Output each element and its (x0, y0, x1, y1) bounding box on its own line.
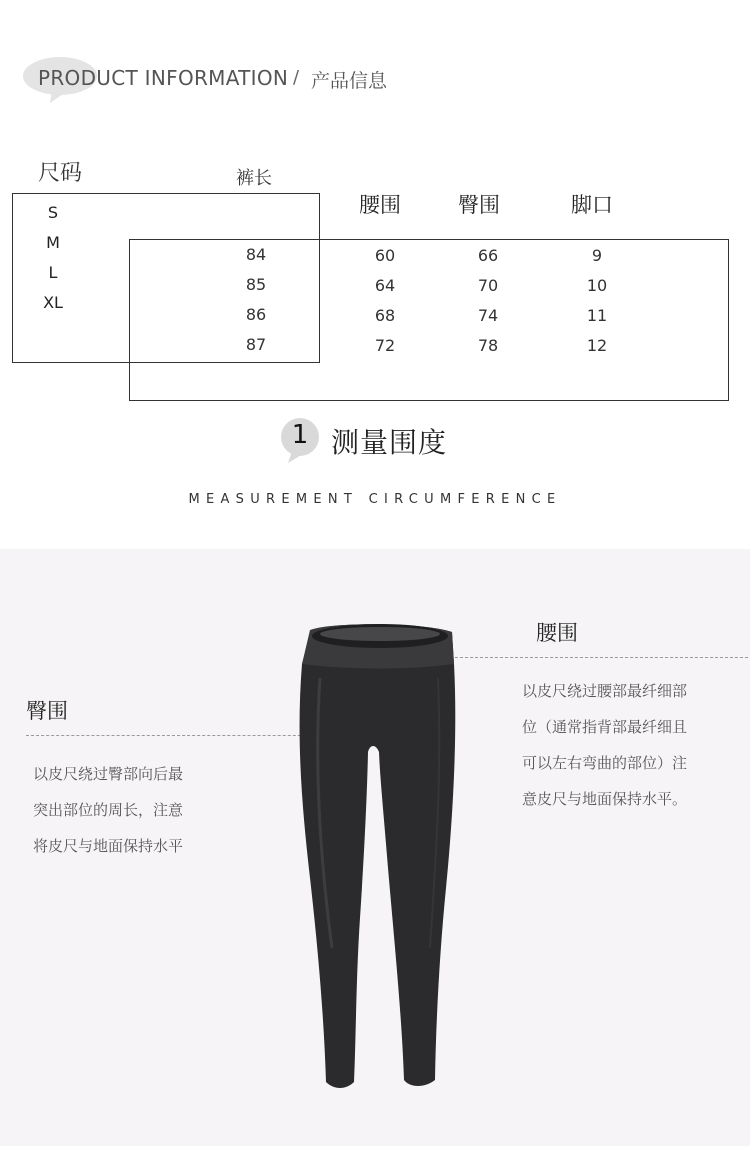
cell-hip: 74 (477, 306, 499, 325)
waist-description-line: 位（通常指背部最纤细且 (522, 718, 688, 736)
column-header-size: 尺码 (38, 161, 83, 186)
hip-description-line: 突出部位的周长，注意 (33, 801, 184, 819)
cell-ankle: 11 (586, 306, 608, 325)
header-title-en: PRODUCT INFORMATION (38, 66, 289, 90)
cell-waist: 60 (374, 246, 396, 265)
cell-length: 86 (245, 305, 267, 324)
size-label: S (47, 203, 59, 222)
header-slash: / (293, 67, 300, 88)
cell-waist: 68 (374, 306, 396, 325)
cell-hip: 66 (477, 246, 499, 265)
size-label: L (48, 263, 58, 282)
cell-length: 87 (245, 335, 267, 354)
hip-title: 臀围 (26, 699, 68, 723)
cell-ankle: 9 (591, 246, 603, 265)
leggings-illustration (290, 618, 460, 1093)
cell-length: 84 (245, 245, 267, 264)
waist-description-line: 可以左右弯曲的部位）注 (522, 754, 688, 772)
size-label: M (46, 233, 60, 252)
cell-ankle: 10 (586, 276, 608, 295)
section-number: 1 (291, 420, 309, 450)
cell-hip: 78 (477, 336, 499, 355)
waist-title: 腰围 (536, 621, 578, 645)
hip-description (33, 756, 233, 864)
header-title-cn: 产品信息 (311, 70, 388, 92)
cell-waist: 64 (374, 276, 396, 295)
column-header-waist: 腰围 (359, 193, 401, 217)
column-header-length: 裤长 (236, 168, 272, 189)
column-header-ankle: 脚口 (571, 193, 613, 217)
section-subtitle: MEASUREMENT CIRCUMFERENCE (188, 492, 562, 507)
waist-description (522, 673, 732, 817)
hip-description-line: 将皮尺与地面保持水平 (33, 837, 184, 855)
section-title: 测量围度 (331, 426, 448, 459)
cell-length: 85 (245, 275, 267, 294)
hip-description-line: 以皮尺绕过臀部向后最 (33, 765, 184, 783)
cell-hip: 70 (477, 276, 499, 295)
column-header-hip: 臀围 (458, 193, 500, 217)
waist-description-line: 以皮尺绕过腰部最纤细部 (522, 682, 688, 700)
hip-guide-line (26, 735, 326, 736)
size-label: XL (43, 293, 63, 312)
waist-description-line: 意皮尺与地面保持水平。 (522, 790, 688, 808)
cell-ankle: 12 (586, 336, 608, 355)
values-frame (129, 239, 729, 401)
cell-waist: 72 (374, 336, 396, 355)
